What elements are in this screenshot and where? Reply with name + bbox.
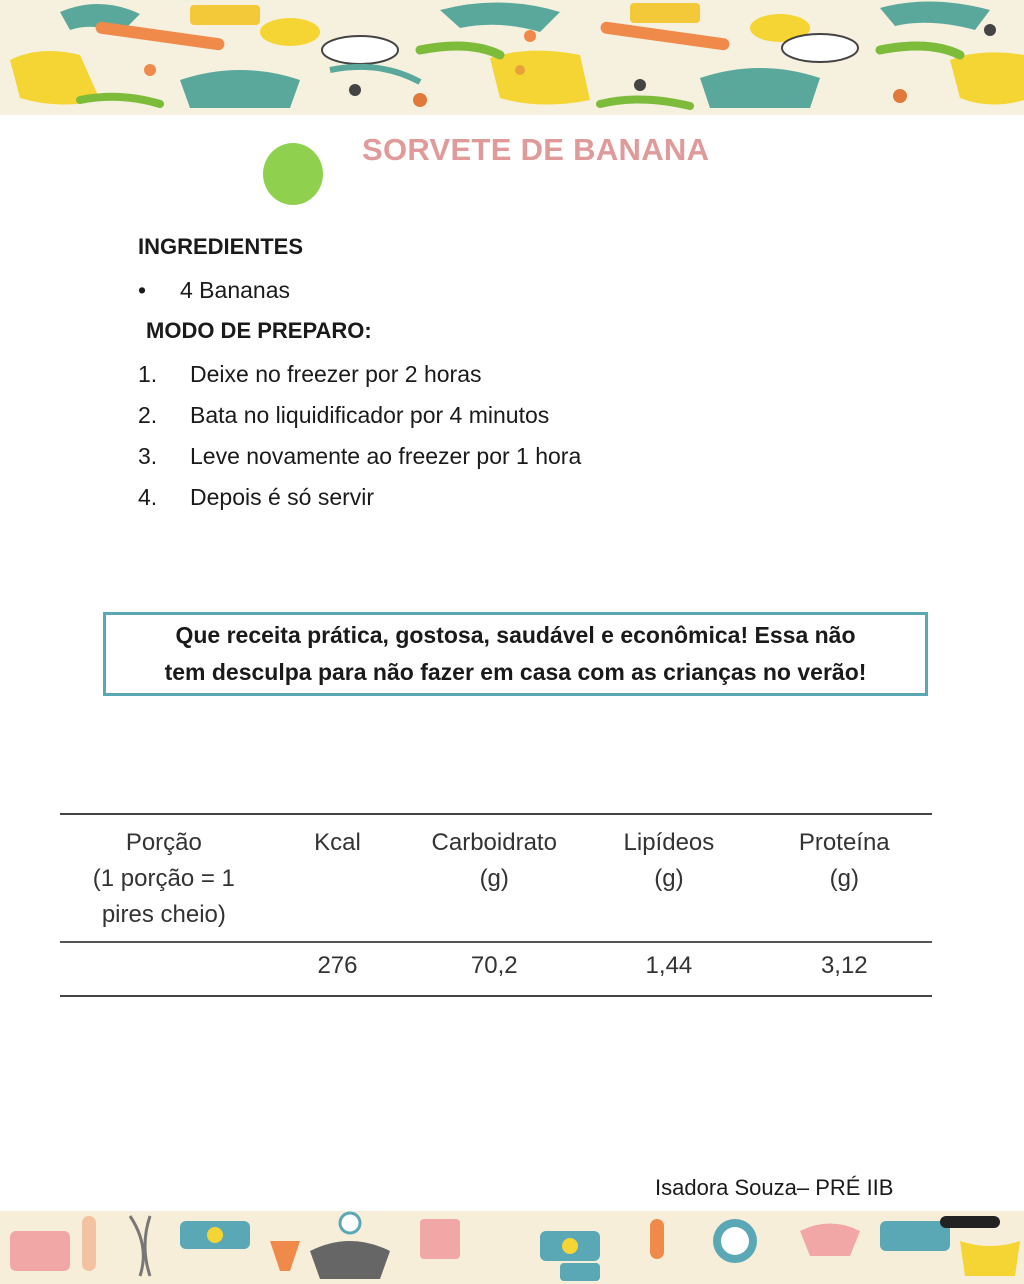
- step-text: Leve novamente ao freezer por 1 hora: [190, 443, 582, 469]
- step-text: Depois é só servir: [190, 484, 375, 510]
- header-text: (g): [479, 865, 509, 892]
- step-number: 2.: [138, 402, 158, 428]
- prep-step: [138, 483, 581, 524]
- prep-step: [138, 442, 581, 483]
- cell-carbs: 70,2: [407, 942, 581, 996]
- header-text: Kcal: [314, 829, 361, 856]
- cell-lipids: 1,44: [581, 942, 756, 996]
- header-text: pires cheio): [101, 901, 226, 928]
- step-text: Bata no liquidificador por 4 minutos: [190, 402, 550, 428]
- header-text: Lipídeos: [623, 829, 715, 856]
- header-text: Carboidrato: [431, 829, 557, 856]
- step-number: 3.: [138, 443, 158, 469]
- ingredients-heading: INGREDIENTES: [138, 234, 304, 259]
- top-kitchen-banner: [0, 0, 1024, 115]
- ingredient-item: [138, 277, 290, 304]
- header-carbs: [407, 814, 581, 942]
- step-number: 1.: [138, 361, 158, 387]
- step-text: Deixe no freezer por 2 horas: [190, 361, 482, 387]
- table-row: [60, 942, 932, 996]
- prep-heading: MODO DE PREPARO:: [146, 318, 372, 343]
- header-text: (1 porção = 1: [92, 865, 235, 892]
- cell-kcal: 276: [268, 942, 408, 996]
- header-kcal: [268, 814, 408, 942]
- header-text: Porção: [125, 829, 202, 856]
- nutrition-table: [60, 813, 932, 997]
- highlight-box: [103, 612, 928, 696]
- kitchen-pattern-icon: [0, 0, 1024, 115]
- ingredient-text: 4 Bananas: [180, 277, 290, 303]
- header-text: (g): [654, 865, 684, 892]
- kitchen-utensils-pattern-icon: [0, 1211, 1024, 1284]
- green-dot-icon: [263, 143, 323, 205]
- step-number: 4.: [138, 484, 158, 510]
- header-text: Proteína: [798, 829, 890, 856]
- header-protein: [757, 814, 932, 942]
- cell-portion: [60, 942, 268, 996]
- bottom-kitchen-banner: [0, 1211, 1024, 1284]
- highlight-line-2: tem desculpa para não fazer em casa com as crianças no verão!: [164, 659, 867, 685]
- header-text: (g): [829, 865, 859, 892]
- cell-protein: 3,12: [757, 942, 932, 996]
- prep-steps-list: [138, 360, 581, 524]
- bullet-icon: •: [138, 277, 147, 303]
- header-portion: [60, 814, 268, 942]
- prep-step: [138, 401, 581, 442]
- prep-step: [138, 360, 581, 401]
- highlight-line-1: Que receita prática, gostosa, saudável e econômica! Essa não: [175, 622, 856, 648]
- author-credit: Isadora Souza– PRÉ IIB: [655, 1175, 894, 1200]
- recipe-title: SORVETE DE BANANA: [362, 132, 710, 167]
- nutrition-header-row: [60, 814, 932, 942]
- header-lipids: [581, 814, 756, 942]
